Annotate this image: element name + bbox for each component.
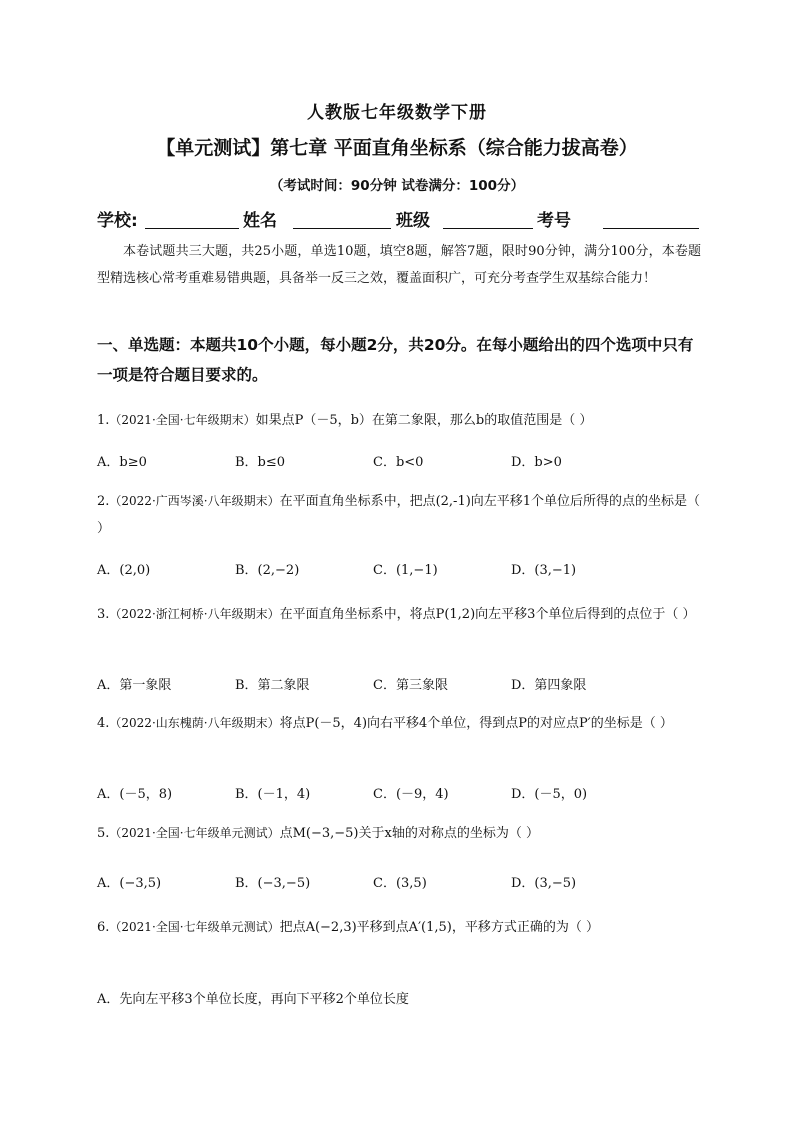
class-label: 班级 [396, 211, 430, 231]
option-a[interactable]: A．先向左平移3个单位长度，再向下平移2个单位长度 [97, 992, 409, 1007]
option-a[interactable]: A．(−3,5) [97, 876, 162, 891]
option-b[interactable]: B．b≤0 [235, 455, 286, 470]
question-number: 4. [97, 716, 110, 731]
question-5-options [97, 872, 701, 892]
question-1 [97, 407, 701, 434]
question-2-options [97, 559, 701, 579]
question-stem: 将点P(－5，4)向右平移4个单位，得到点P的对应点P′的坐标是（ ） [279, 716, 673, 731]
option-a[interactable]: A．b≥0 [97, 455, 147, 470]
option-d[interactable]: D．b>0 [511, 455, 562, 470]
document-title: 人教版七年级数学下册 [307, 103, 487, 123]
number-blank[interactable] [603, 228, 699, 229]
question-stem: 把点A(−2,3)平移到点A′(1,5)，平移方式正确的为（ ） [279, 920, 599, 935]
school-label: 学校: [97, 211, 138, 231]
option-a[interactable]: A．(－5，8) [97, 787, 173, 802]
option-a[interactable]: A．(2,0) [97, 563, 151, 578]
option-b[interactable]: B．第二象限 [235, 678, 310, 693]
option-b[interactable]: B．(－1，4) [235, 787, 311, 802]
option-b[interactable]: B．(−3,−5) [235, 876, 311, 891]
question-source: （2021·全国·七年级单元测试） [109, 920, 280, 934]
intro-paragraph: 本卷试题共三大题，共25小题，单选10题，填空8题，解答7题，限时90分钟，满分100分，本卷题型精选核心常考重难易错典题，具备举一反三之效，覆盖面积广，可充分考查学生双基综合能力！ [97, 244, 701, 286]
option-b[interactable]: B．(2,−2) [235, 563, 300, 578]
section-heading: 一、单选题：本题共10个小题，每小题2分，共20分。在每小题给出的四个选项中只有一项是符合题目要求的。 [97, 336, 694, 384]
question-5 [97, 820, 701, 847]
question-stem: 点M(−3,−5)关于x轴的对称点的坐标为（ ） [279, 826, 539, 841]
option-c[interactable]: C．b<0 [373, 455, 424, 470]
question-3-options [97, 674, 701, 694]
option-c[interactable]: C．(1,−1) [373, 563, 438, 578]
question-number: 2. [97, 494, 110, 509]
class-blank[interactable] [443, 228, 533, 229]
exam-info: （考试时间：90分钟 试卷满分：100分） [269, 178, 525, 194]
question-stem: 如果点P（－5，b）在第二象限，那么b的取值范围是（ ） [255, 413, 593, 428]
question-6-options [97, 988, 701, 1008]
question-number: 5. [97, 826, 110, 841]
question-source: （2021·全国·七年级单元测试） [109, 826, 280, 840]
question-3 [97, 601, 701, 628]
question-4-options [97, 783, 701, 803]
question-2 [97, 488, 701, 542]
option-d[interactable]: D．(－5，0) [511, 787, 588, 802]
question-source: （2022·广西岑溪·八年级期末） [109, 494, 280, 508]
question-number: 1. [97, 413, 110, 428]
name-label: 姓名 [243, 211, 277, 231]
option-c[interactable]: C．第三象限 [373, 678, 448, 693]
name-blank[interactable] [293, 228, 391, 229]
question-source: （2022·山东槐荫·八年级期末） [109, 716, 280, 730]
question-4 [97, 710, 701, 737]
option-d[interactable]: D．(3,−5) [511, 876, 577, 891]
option-c[interactable]: C．(3,5) [373, 876, 427, 891]
question-stem: 在平面直角坐标系中，将点P(1,2)向左平移3个单位后得到的点位于（ ） [279, 607, 696, 622]
question-source: （2022·浙江柯桥·八年级期末） [109, 607, 280, 621]
question-stem: 在平面直角坐标系中，把点(2,-1)向左平移1个单位后所得的点的坐标是（ ） [97, 494, 701, 536]
question-1-options [97, 451, 701, 471]
option-d[interactable]: D．(3,−1) [511, 563, 577, 578]
question-source: （2021·全国·七年级期末） [109, 413, 256, 427]
option-d[interactable]: D．第四象限 [511, 678, 587, 693]
school-blank[interactable] [145, 228, 239, 229]
student-info-line [97, 206, 699, 232]
option-a[interactable]: A．第一象限 [97, 678, 172, 693]
option-c[interactable]: C．(－9，4) [373, 787, 449, 802]
question-number: 3. [97, 607, 110, 622]
number-label: 考号 [537, 211, 571, 231]
question-6 [97, 914, 701, 941]
document-subtitle: 【单元测试】第七章 平面直角坐标系（综合能力拔高卷） [156, 137, 638, 159]
question-number: 6. [97, 920, 110, 935]
